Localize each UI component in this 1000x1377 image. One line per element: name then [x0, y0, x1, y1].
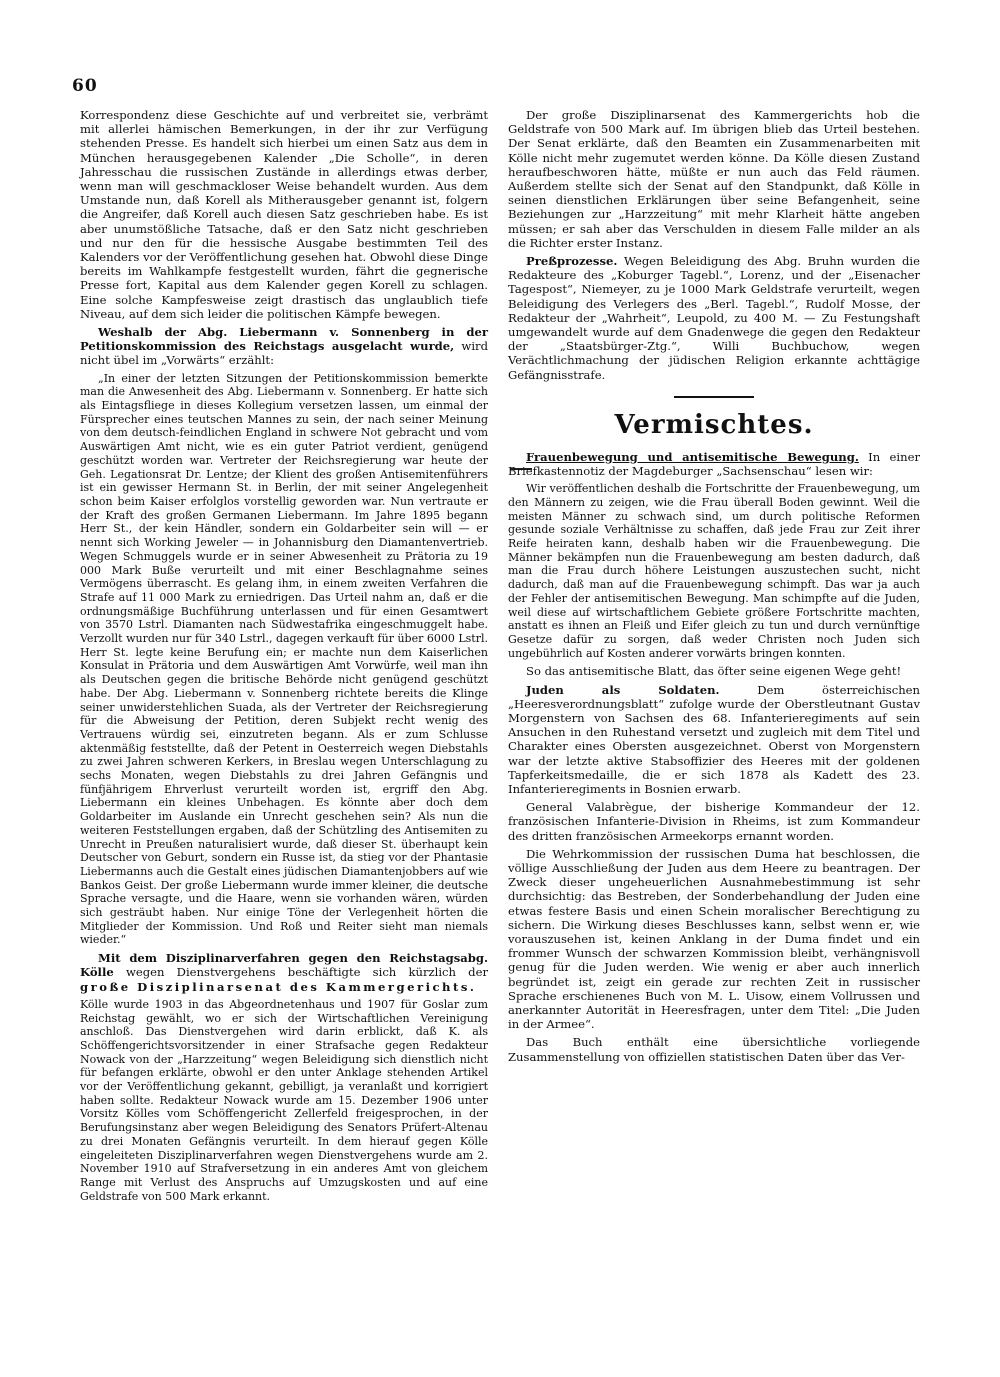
section-title-juden-soldaten: Juden als Soldaten. [526, 682, 720, 697]
paragraph-koelle-details: Kölle wurde 1903 in das Abgeordnetenhaus und 1907 für Goslar zum Reichstag gewählt, wo er sich der Wirtschaftlichen Vereinigung anschloß. Das Dienstvergehen wird darin erblickt, daß K. als Schöffengerichtsvorsitzender in einer Strafsache gegen Redakteur Nowack von der „Harzzeitung“ wegen Beleidigung sich dienstlich nicht für befangen erklärte, obwohl er den unter Anklage stehenden Artikel vor der Veröffentlichung gekannt, gebilligt, ja veranlaßt und korrigiert haben sollte. Redakteur Nowack wurde am 15. Dezember 1906 unter Vorsitz Kölles vom Schöffengericht Zellerfeld freigesprochen, in der Berufungsinstanz aber wegen Beleidigung des Senators Prüfert-Altenau zu drei Monaten Gefängnis verurteilt. In dem hierauf gegen Kölle eingeleiteten Disziplinarverfahren wegen Dienstvergehens wurde am 2. November 1910 auf Strafversetzung in ein anderes Amt von gleichem Range mit Verlust des Anspruchs auf Umzugskosten und auf eine Geldstrafe von 500 Mark erkannt. [80, 997, 488, 1203]
paragraph-duma: Die Wehrkommission der russischen Duma hat beschlossen, die völlige Ausschließung der Juden aus dem Heere zu beantragen. Der Zweck dieser ungeheuerlichen Ausnahmebestimmung ist sehr durchsichtig: das Bestreben, der Sonderbehandlung der Juden eine etwas festere Basis und einen Schein moralischer Berechtigung zu sichern. Die Wirkung dieses Beschlusses kann, selbst wenn er, wie vorauszusehen ist, keinen Anklang in der Duma findet und ein frommer Wunsch der schwarzen Kommission bleibt, verhängnisvoll genug für die Juden werden. Wie wenig er aber auch innerlich begründet ist, zeigt ein gerade zur rechten Zeit in russischer Sprache erschienenes Buch von M. L. Uisow, einem Vollrussen und anerkannter Autorität in Heeresfragen, unter dem Titel: „Die Juden in der Armee“. [508, 846, 920, 1032]
paragraph-disziplinarsenat: Der große Disziplinarsenat des Kammergerichts hob die Geldstrafe von 500 Mark auf. Im übrigen blieb das Urteil bestehen. Der Senat erklärte, daß den Beamten ein Zusammenarbeiten mit Kölle nicht mehr zugemutet werden könne. Da Kölle diesen Zustand heraufbeschworen hätte, müßte er nun auch das Feld räumen. Außerdem stellte sich der Senat auf den Standpunkt, daß Kölle in seinen dienstlichen Erklärungen über seine Befangenheit, seine Beziehungen zur „Harzzeitung“ mit mehr Klarheit hätte angeben müssen; er sah aber das Verschulden in diesem Falle milder an als die Richter erster Instanz. [508, 108, 920, 250]
section-title-pressprozesse: Preßprozesse. [526, 254, 618, 269]
paragraph-liebermann-intro [80, 325, 488, 368]
section-text-pressprozesse: Wegen Beleidigung des Abg. Bruhn wurden die Redakteure des „Koburger Tagebl.“, Lorenz, und der „Eisenacher Tagespost“, Niemeyer, zu je 1000 Mark Geldstrafe verurteilt, wegen Beleidigung des Verlegers des „Berl. Tagebl.“, Rudolf Mosse, der Redakteur der „Wahrheit“, Leupold, zu 400 M. — Zu Festungshaft umgewandelt wurde auf dem Gnadenwege die gegen den Redakteur der „Staatsbürger-Ztg.“, Willi Buchbuchow, wegen Verächtlichmachung der jüdischen Religion erkannte achttägige Gefängnisstrafe. [508, 254, 920, 382]
paragraph-buch: Das Buch enthält eine übersichtliche vorliegende Zusammenstellung von offiziellen statistischen Daten über das Ver- [508, 1035, 920, 1064]
quote-vorwaerts: „In einer der letzten Sitzungen der Petitionskommission bemerkte man die Anwesenheit des Abg. Liebermann v. Sonnenberg. Er hatte sich als Eintagsfliege in dieses Kollegium versetzen lassen, um einmal der Fürsprecher eines teutschen Mannes zu sein, der nach seiner Meinung von dem deutsch-feindlichen England in schwere Not gebracht und vom Auswärtigen Amt nicht, wie es ein guter Patriot verdient, genügend geschützt worden war. Vertreter der Reichsregierung war heute der Geh. Legationsrat Dr. Lentze; der Klient des großen Antisemitenführers ist ein gewisser Hermann St. in Berlin, der mit seiner Angelegenheit schon beim Kaiser erfolglos vorstellig geworden war. Nun vertraute er der Kraft des großen Germanen Liebermann. Im Jahre 1895 begann Herr St., der kein Händler, sondern ein Goldarbeiter sein will — er nennt sich Working Jeweler — in Johannisburg den Diamantenvertrieb. Wegen Schmuggels wurde er in seiner Abwesenheit zu Prätoria zu 19 000 Mark Buße verurteilt und mit einer Beschlagnahme seines Vermögens überrascht. Es gelang ihm, in einem zweiten Verfahren die Strafe auf 11 000 Mark zu erniedrigen. Das Urteil nahm an, daß er die ordnungsmäßige Buchführung unterlassen und für einen Gesamtwert von 3570 Lstrl. Diamanten nach Südwestafrika eingeschmuggelt habe. Verzollt wurden nur für 340 Lstrl., dagegen verkauft für über 6000 Lstrl. Herr St. legte keine Berufung ein; er machte nun dem Kaiserlichen Konsulat in Prätoria und dem Auswärtigen Amt Vorwürfe, weil man ihn als Deutschen gegen die britische Behörde nicht genügend geschützt habe. Der Abg. Liebermann v. Sonnenberg richtete bereits die Klinge seiner unwiderstehlichen Suada, als der Vertreter der Reichsregierung für die Abweisung der Petition, deren Subjekt recht wenig des Vertrauens würdig sei, einzutreten begann. Als er zum Schlusse aktenmäßig feststellte, daß der Petent in Oesterreich wegen Diebstahls zu zwei Jahren schweren Kerkers, in Breslau wegen Unterschlagung zu sechs Monaten, wegen Diebstahls zu drei Jahren Gefängnis und fünfjährigem Ehrverlust verurteilt worden ist, ergriff den Abg. Liebermann ein kleines Unbehagen. Es könnte aber doch dem Goldarbeiter im Auslande ein Unrecht geschehen sein? Als nun die weiteren Feststellungen ergaben, daß der Schützling des Antisemiten zu Unrecht in Preußen naturalisiert wurde, daß dieser St. überhaupt kein Deutscher von Geburt, sondern ein Russe ist, da stieg vor der Phantasie Liebermanns auch die Gestalt eines jüdischen Diamantenjobbers auf wie Bankos Geist. Der große Liebermann wurde immer kleiner, die deutsche Sprache versagte, und die Haare, wenn sie vorhanden wären, würden sich gesträubt haben. Nur einige Töne der Verlegenheit hörten die Mitglieder der Kommission. Und Roß und Reiter sieht man niemals wieder.“ [80, 371, 488, 947]
paragraph-juden-soldaten [508, 683, 920, 797]
section-spaced-koelle: große Disziplinarsenat des Kammergerichts. [80, 979, 477, 994]
section-text-koelle: wegen Dienstvergehens beschäftigte sich kürzlich der [113, 965, 488, 980]
paragraph-korell: Korrespondenz diese Geschichte auf und verbreitet sie, verbrämt mit allerlei hämischen Bemerkungen, in der ihr zur Verfügung stehenden Presse. Es handelt sich hierbei um einen Satz aus dem in München herausgegebenen Kalender „Die Scholle“, in deren Jahresschau die russischen Zustände in allerdings etwas derber, wenn man will geschmackloser Weise behandelt wurden. Aus dem Umstande nun, daß Korell als Mitherausgeber genannt ist, folgern die Angreifer, daß Korell auch diesen Satz geschrieben habe. Es ist aber unumstößliche Tatsache, daß er den Satz nicht geschrieben und nur den für die hessische Ausgabe bestimmten Teil des Kalenders vor der Veröffentlichung gesehen hat. Obwohl diese Dinge bereits im Wahlkampfe festgestellt wurden, fährt die gegnerische Presse fort, Kapital aus dem Kalender gegen Korell zu schlagen. Eine solche Kampfesweise zeigt drastisch das unglaublich tiefe Niveau, auf dem sich leider die politischen Kämpfe bewegen. [80, 108, 488, 321]
section-title-frauenbewegung: Frauenbewegung und antisemitische Bewegung. [526, 449, 859, 464]
section-text-frauenbewegung: In einer Briefkastennotiz der Magdeburger „Sachsenschau“ lesen wir: [508, 449, 920, 479]
section-title-koelle: Mit dem Disziplinarverfahren gegen den Reichstagsabg. Kölle [80, 951, 488, 980]
paragraph-valabregue: General Valabrègue, der bisherige Kommandeur der 12. französischen Infanterie-Division in Rheims, ist zum Kommandeur des dritten französischen Armeekorps ernannt worden. [508, 800, 920, 843]
section-title-liebermann: Weshalb der Abg. Liebermann v. Sonnenberg in der Petitionskommission des Reichstags ausgelacht wurde, [80, 325, 488, 354]
page-number: 60 [72, 76, 98, 96]
paragraph-antisemitisches-blatt: So das antisemitische Blatt, das öfter seine eigenen Wege geht! [526, 664, 902, 679]
heading-vermischtes: Vermischtes. [614, 409, 814, 440]
paragraph-frauenbewegung [508, 450, 920, 478]
paragraph-pressprozesse [508, 254, 920, 382]
left-column [80, 108, 488, 1207]
right-column [508, 108, 920, 1068]
section-text-juden-soldaten: Dem österreichischen „Heeresverordnungsblatt“ zufolge wurde der Oberstleutnant Gustav Morgenstern von Sachsen des 68. Infanterieregiments auf sein Ansuchen in den Ruhestand versetzt und zugleich mit dem Titel und Charakter eines Obersten ausgezeichnet. Oberst von Morgenstern war der letzte aktive Stabsoffizier des Heeres mit der goldenen Tapferkeitsmedaille, die er sich 1878 als Kadett des 23. Infanterieregiments in Bosnien erwarb. [508, 682, 921, 797]
section-divider [674, 396, 754, 398]
section-intro-liebermann: wird nicht übel im „Vorwärts“ erzählt: [80, 339, 489, 368]
quote-sachsenschau: Wir veröffentlichen deshalb die Fortschritte der Frauenbewegung, um den Männern zu zeigen, wie die Frau überall Boden gewinnt. Weil die meisten Männer zu schwach sind, um durch politische Reformen gesunde soziale Verhältnisse zu schaffen, daß jede Frau zur Zeit ihrer Reife heiraten kann, deshalb haben wir die Frauenbewegung. Die Männer bekämpfen nun die Frauenbewegung am besten dadurch, daß man die Frau durch höhere Leistungen auszustechen sucht, nicht dadurch, daß man auf die Frauenbewegung schimpft. Das war ja auch der Fehler der antisemitischen Bewegung. Man schimpfte auf die Juden, weil diese auf wirtschaftlichem Gebiete größere Fortschritte machten, anstatt es ihnen an Fleiß und Eifer gleich zu tun und durch vernünftige Gesetze dafür zu sorgen, daß weder Christen noch Juden sich ungebührlich auf Kosten anderer vorwärts bringen konnten. [508, 482, 920, 660]
paragraph-koelle-intro [80, 951, 488, 994]
